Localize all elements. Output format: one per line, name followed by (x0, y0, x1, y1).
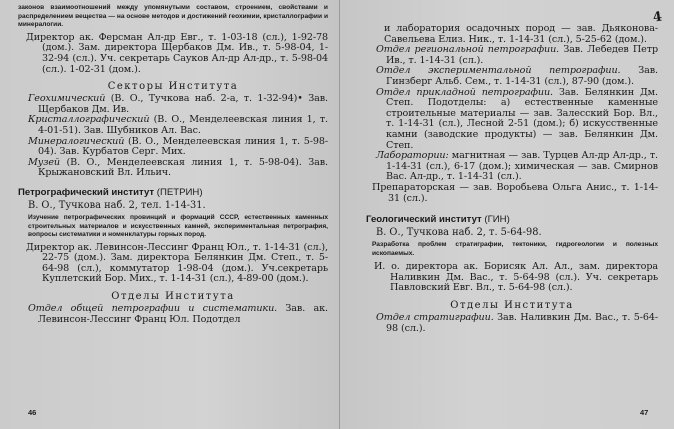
right-column (366, 24, 658, 334)
department-text: Зав. Наливкин Дм. Вас., т. 5-64-98 (сл.). (386, 312, 658, 334)
department-text: Зав. ак. Левинсон-Лессинг Франц Юл. Подотдел (38, 303, 328, 325)
department-name: Отдел экспериментальной петрографии. (376, 65, 621, 77)
sector-name: Музей (28, 156, 60, 168)
gin-address: В. О., Тучкова наб. 2, т. 5-64-98. (376, 227, 542, 239)
gin-abbr: (ГИН) (481, 214, 510, 226)
department-name: Отдел региональной петрографии. (376, 44, 560, 56)
department-item (366, 313, 658, 334)
sector-text: (В. О., Менделеевская линия 1, т. 5-98-04). Зав. Курбатов Серг. Мих. (38, 135, 328, 158)
sector-item (18, 115, 328, 136)
preparatory-entry: Препараторская — зав. Воробьева Ольга Анис., т. 1-14-31 (сл.). (372, 181, 658, 204)
sector-item (18, 137, 328, 158)
sector-text: (В. О., Тучкова наб. 2-а, т. 1-32-94)• Зав. Щербаков Дм. Ив. (38, 93, 328, 115)
department-text: магнитная — зав. Турцев Ал-др Ал-др., т. 1-14-31 (сл.), 6-17 (дом.); химическая — зав. Смирнов Вас. Ал-др., т. 1-14-31 (сл.). (386, 150, 658, 183)
sector-name: Кристаллографический (28, 114, 150, 126)
right-page (340, 0, 674, 429)
sector-item (18, 158, 328, 179)
department-item (366, 66, 658, 87)
petrin-description: Изучение петрографических провинций и формаций СССР, естественных каменных строительных материалов и искусственных камней, экспериментальная петрография, вопросы систематики и номенклатуры горных пород. (28, 213, 328, 239)
petrin-abbr: (ПЕТРИН) (154, 186, 203, 198)
petrin-address: В. О., Тучкова наб. 2, тел. 1-14-31. (28, 199, 206, 211)
department-item (366, 88, 658, 152)
department-item (366, 151, 658, 183)
fersman-entry: Директор ак. Ферсман Ал-др Евг., т. 1-03-18 (сл.), 1-92-78 (дом.). Зам. директора Щербаков Дм. Ив., т. 5-98-04, 1-32-94 (сл.). Уч. секретарь Сауков Ал-др Ал-др., т. 5-98-04 (сл.). 1-02-31 (дом.). (26, 31, 328, 75)
sector-text: (В. О., Менделеевская линия 1, т. 4-01-51). Зав. Шубников Ал. Вас. (38, 114, 328, 136)
gin-director: И. о. директора ак. Борисяк Ал. Ал., зам. директора Наливкин Дм. Вас., т. 5-64-98 (сл.). Уч. секретарь Павловский Евг. Вл., т. 5-64-98 (сл.). (374, 261, 658, 294)
sector-text: (В. О., Менделеевская линия 1, т. 5-98-04). Зав. Крыжановский Вл. Ильич. (38, 156, 328, 179)
gin-name: Геологический институт (366, 214, 482, 226)
sector-item (18, 94, 328, 115)
department-text: Зав. Лебедев Петр Ив., т. 1-14-31 (сл.). (386, 44, 658, 66)
department-name: Лаборатории: (376, 150, 449, 162)
petrin-title (18, 187, 328, 198)
intro-text: законов взаимоотношений между упомянутыми составом, строением, свойствами и распределением вещества — на основе методов и достижений геохимии, кристаллографии и минералогии. (18, 4, 328, 29)
continued-text: и лаборатория осадочных пород — зав. Дьяконова-Савельева Елиз. Ник., т. 1-14-31 (сл.), 5-25-62 (дом.). (384, 23, 658, 45)
department-item (366, 45, 658, 66)
department-name: Отдел прикладной петрографии. (376, 86, 554, 98)
department-text: Зав. Белянкин Дм. Степ. Подотделы: а) естественные каменные строительные материалы — зав. Залесский Бор. Вл., т. 1-14-31 (сл.), Лесной 2-51 (дом.); б) искусственные камни (заводские продукты) — зав. Белянкин Дм. Степ. (386, 86, 658, 151)
department-name: Отдел общей петрографии и систематики. (28, 303, 278, 315)
sector-name: Геохимический (28, 93, 106, 105)
left-column (18, 4, 328, 325)
sector-name: Минералогический (28, 135, 125, 147)
gin-departments-heading: Отделы Института (450, 300, 574, 312)
department-name: Отдел стратиграфии. (376, 312, 494, 324)
sectors-heading: Секторы Института (107, 81, 239, 93)
petrin-name: Петрографический институт (18, 186, 155, 198)
page-number-right: 47 (640, 408, 649, 417)
department-item (18, 304, 328, 325)
petrin-director: Директор ак. Левинсон-Лессинг Франц Юл., т. 1-14-31 (сл.), 22-75 (дом.). Зам. директора Белянкин Дм. Степ., т. 5-64-98 (сл.), коммутатор 1-98-04 (дом.). Уч.секретарь Куплетский Бор. Мих., т. 1-14-31 (сл.), 4-89-00 (дом.). (26, 241, 328, 285)
petrin-departments-heading: Отделы Института (111, 291, 235, 303)
gin-title (366, 214, 658, 225)
gin-description: Разработка проблем стратиграфии, тектоники, гидрогеологии и полезных ископаемых. (372, 241, 658, 257)
corner-mark: 4 (651, 9, 663, 26)
page-number-left: 46 (28, 408, 37, 417)
department-text: Зав. Гинзберг Альб. Сем., т. 1-14-31 (сл.), 87-90 (дом.). (386, 65, 658, 87)
